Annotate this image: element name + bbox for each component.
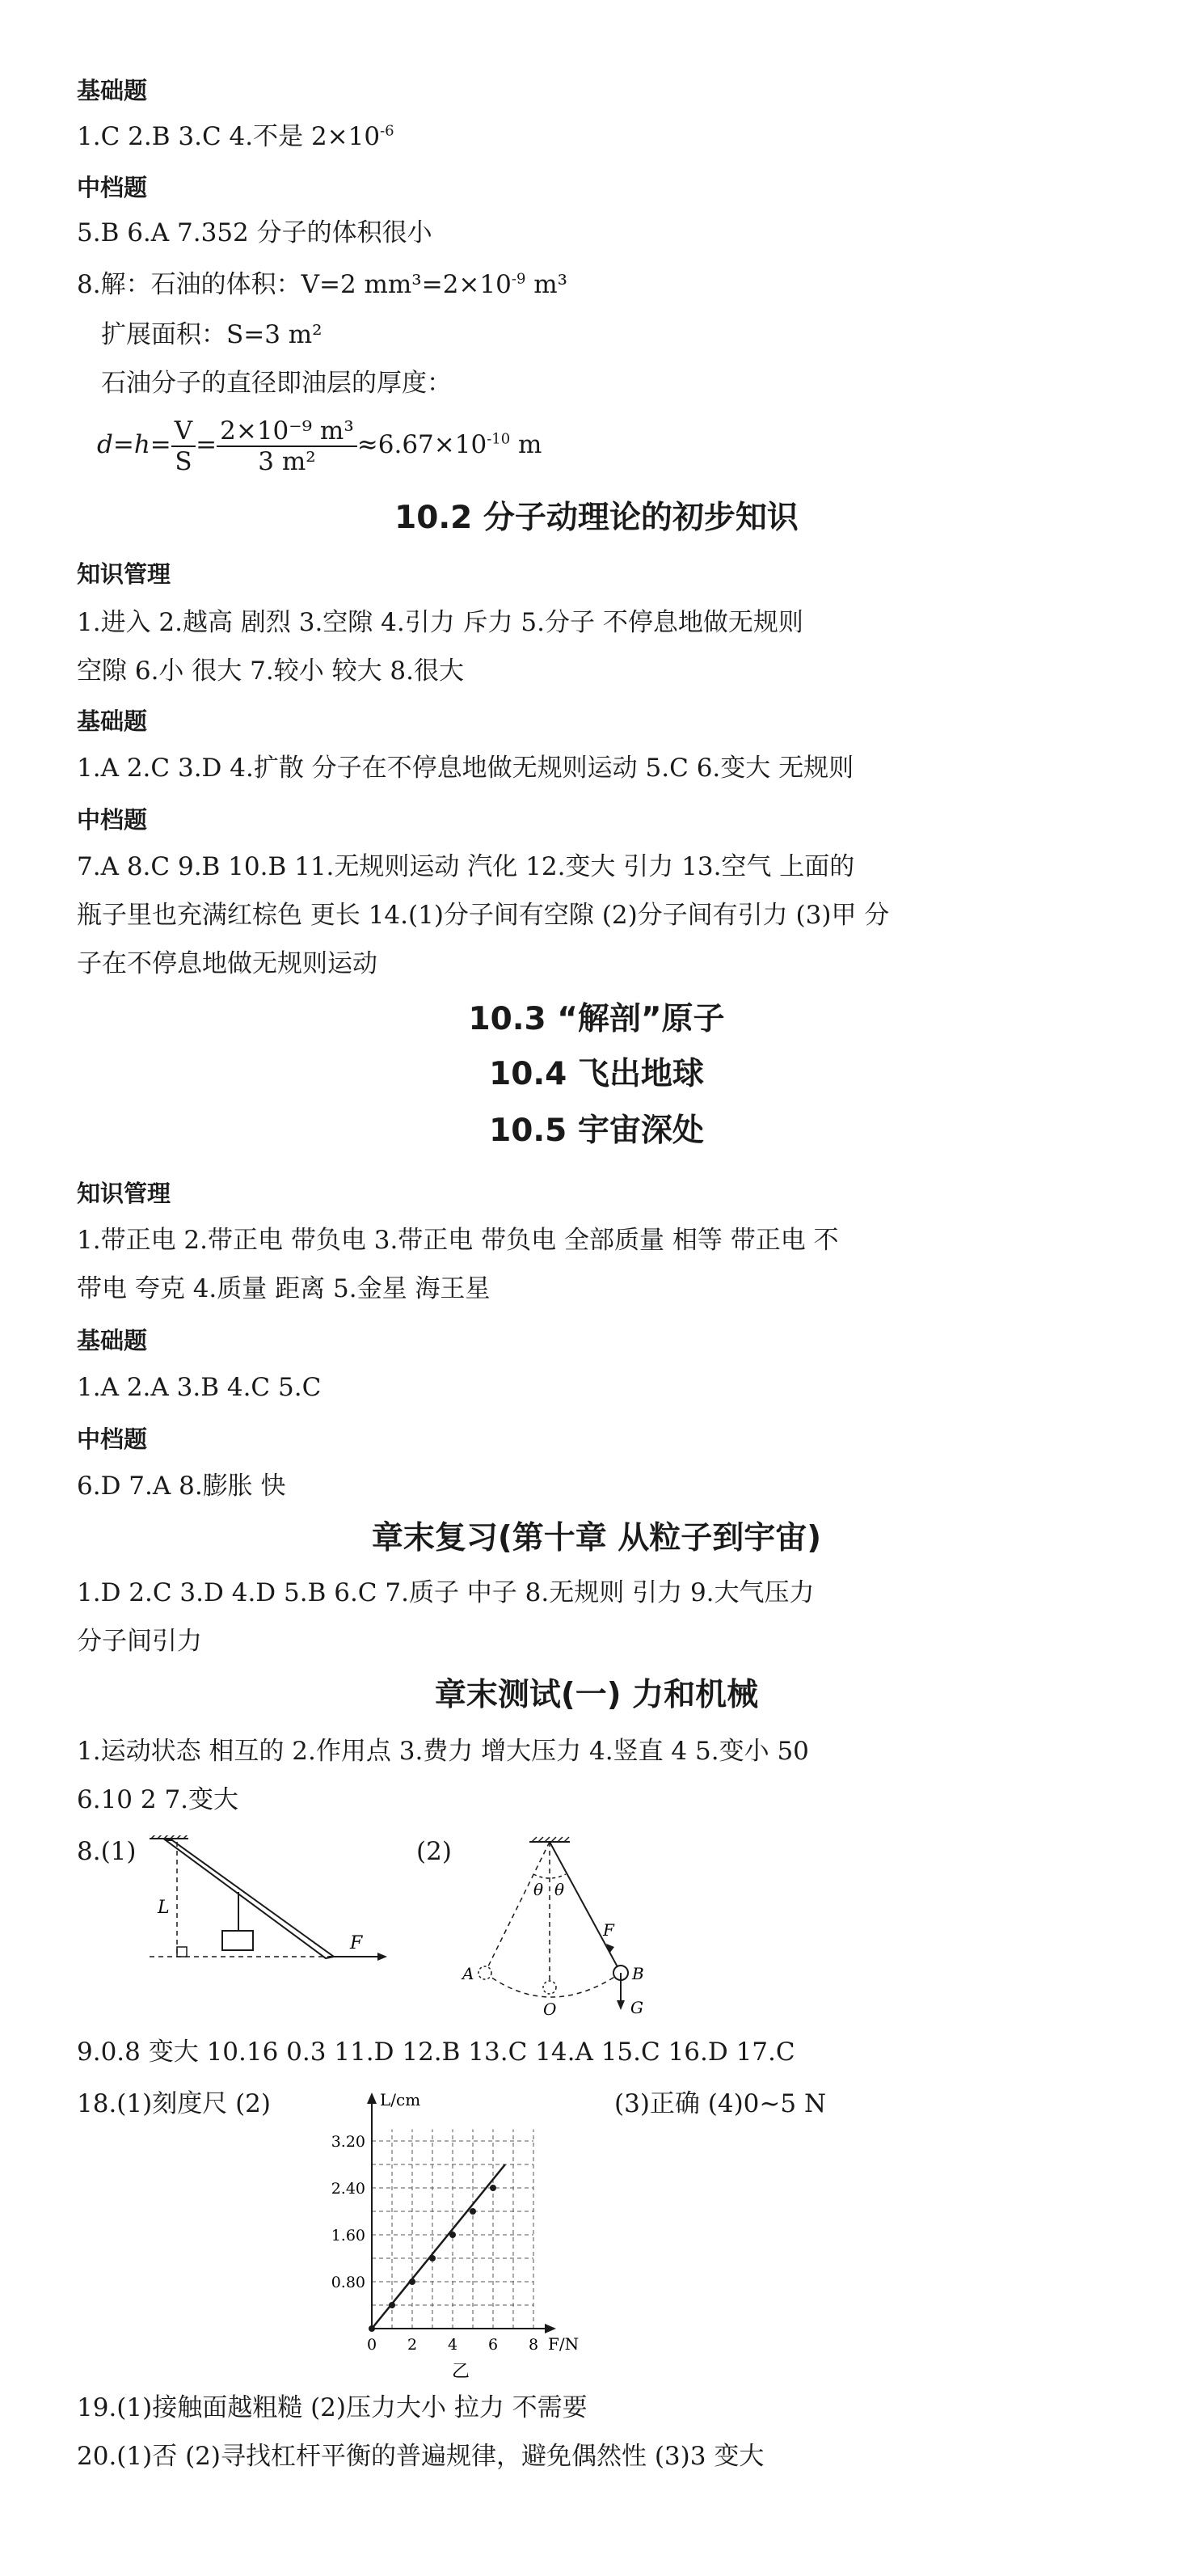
heading-zhongdang-1: 中档题 — [77, 174, 148, 201]
answer-line-a2: 5.B 6.A 7.352 分子的体积很小 — [77, 218, 432, 247]
question-18-part3: (3)正确 (4)0~5 N — [614, 2089, 827, 2118]
section-title-10-5: 10.5 宇宙深处 — [489, 1113, 704, 1149]
equation-thickness: d=h= $\frac{V}{S}$ = $\frac{\text{2×10⁻⁹ m³}}{\text{3 m²}}$ $\approx 6.67\times 10^{-10}$ m — [97, 416, 542, 476]
x-tick-label: 4 — [447, 2336, 458, 2354]
answer-line-a3: 8.解：石油的体积：V=2 $mm^3=2\times 10^{-9}$ m³ — [77, 270, 568, 299]
x-axis-label: F/N — [548, 2334, 580, 2354]
section-title-10-2: 10.2 分子动理论的初步知识 — [394, 500, 799, 536]
y-tick-label: 0.80 — [331, 2274, 365, 2291]
data-point — [369, 2325, 375, 2332]
data-point — [429, 2255, 436, 2261]
label-theta-right: θ — [554, 1880, 565, 1899]
label-F: F — [350, 1933, 363, 1953]
y-tick-label: 2.40 — [331, 2180, 365, 2198]
heading-zhongdang-3: 中档题 — [77, 1425, 148, 1453]
answer-line-b5: 瓶子里也充满红棕色 更长 14.(1)分子间有空隙 (2)分子间有引力 (3)甲 分 — [77, 901, 890, 930]
y-tick-label: 1.60 — [331, 2227, 365, 2244]
x-tick-label: 0 — [366, 2336, 377, 2354]
section-title-10-3: 10.3 “解剖”原子 — [468, 1001, 725, 1037]
lever-diagram — [141, 1835, 400, 1981]
data-point — [389, 2302, 395, 2308]
section-title-chapter-test: 章末测试(一) 力和机械 — [434, 1677, 759, 1713]
data-point — [490, 2185, 496, 2191]
fraction-v-over-s: $\frac{V}{S}$ — [171, 416, 196, 476]
answer-line-c4: 6.D 7.A 8.膨胀 快 — [77, 1472, 286, 1501]
answer-line-a4: 扩展面积：S=3 m² — [101, 320, 322, 349]
pendulum-diagram — [453, 1835, 663, 2021]
label-A: A — [462, 1964, 474, 1983]
question-18-part1: 18.(1)刻度尺 (2) — [77, 2089, 271, 2118]
heading-zhongdang-2: 中档题 — [77, 806, 148, 834]
graph-caption: 乙 — [451, 2362, 470, 2382]
heading-jichu-1: 基础题 — [77, 77, 148, 104]
answer-line-f1: 19.(1)接触面越粗糙 (2)压力大小 拉力 不需要 — [77, 2393, 588, 2422]
heading-jichu-2: 基础题 — [77, 707, 148, 735]
spring-graph — [307, 2086, 630, 2385]
heading-zhishi-1: 知识管理 — [77, 560, 171, 588]
answer-line-d2: 分子间引力 — [77, 1627, 202, 1656]
y-tick-label: 3.20 — [331, 2133, 365, 2151]
answer-line-d1: 1.D 2.C 3.D 4.D 5.B 6.C 7.质子 中子 8.无规则 引力 9.大气压力 — [77, 1578, 815, 1607]
data-point — [470, 2208, 476, 2215]
heading-jichu-3: 基础题 — [77, 1327, 148, 1354]
x-tick-label: 8 — [528, 2336, 539, 2354]
answer-line-b3: 1.A 2.C 3.D 4.扩散 分子在不停息地做无规则运动 5.C 6.变大 无规则 — [77, 754, 854, 783]
question-8-part2-label: (2) — [416, 1837, 452, 1866]
data-point — [449, 2232, 456, 2238]
answer-line-b2: 空隙 6.小 很大 7.较小 较大 8.很大 — [77, 657, 465, 686]
answer-line-c3: 1.A 2.A 3.B 4.C 5.C — [77, 1373, 322, 1402]
heading-zhishi-2: 知识管理 — [77, 1180, 171, 1207]
y-axis-label: L/cm — [380, 2090, 421, 2109]
answer-line-a1: 1.C 2.B 3.C 4.不是 $2\times 10^{-6}$ — [77, 122, 394, 151]
answer-line-e3: 9.0.8 变大 10.16 0.3 11.D 12.B 13.C 14.A 15.C 16.D 17.C — [77, 2038, 795, 2067]
fraction-volume-over-area: $\frac{\text{2×10⁻⁹ m³}}{\text{3 m²}}$ — [217, 416, 357, 476]
label-G: G — [630, 1998, 643, 2017]
x-tick-label: 6 — [487, 2336, 499, 2354]
answer-line-a5: 石油分子的直径即油层的厚度： — [101, 369, 452, 398]
answer-line-f2: 20.(1)否 (2)寻找杠杆平衡的普遍规律，避免偶然性 (3)3 变大 — [77, 2442, 765, 2471]
x-tick-label: 2 — [407, 2336, 418, 2354]
section-title-chapter-review: 章末复习(第十章 从粒子到宇宙) — [371, 1520, 822, 1556]
y-axis-arrow — [367, 2092, 377, 2104]
answer-line-e1: 1.运动状态 相互的 2.作用点 3.费力 增大压力 4.竖直 4 5.变小 50 — [77, 1737, 809, 1766]
answer-line-c1: 1.带正电 2.带正电 带负电 3.带正电 带负电 全部质量 相等 带正电 不 — [77, 1226, 839, 1255]
data-point — [409, 2278, 415, 2285]
label-B: B — [632, 1964, 644, 1983]
answer-line-b6: 子在不停息地做无规则运动 — [77, 949, 377, 978]
answer-line-b1: 1.进入 2.越高 剧烈 3.空隙 4.引力 斥力 5.分子 不停息地做无规则 — [77, 608, 803, 637]
label-theta-left: θ — [533, 1880, 544, 1899]
answer-line-b4: 7.A 8.C 9.B 10.B 11.无规则运动 汽化 12.变大 引力 13.空气 上面的 — [77, 852, 855, 881]
answer-line-e2: 6.10 2 7.变大 — [77, 1785, 239, 1814]
label-F: F — [603, 1920, 614, 1940]
answer-line-c2: 带电 夸克 4.质量 距离 5.金星 海王星 — [77, 1274, 491, 1303]
label-L: L — [158, 1898, 170, 1918]
x-axis-arrow — [545, 2324, 556, 2333]
question-8-label: 8.(1) — [77, 1837, 137, 1866]
section-title-10-4: 10.4 飞出地球 — [489, 1056, 704, 1092]
label-O: O — [543, 2000, 557, 2019]
